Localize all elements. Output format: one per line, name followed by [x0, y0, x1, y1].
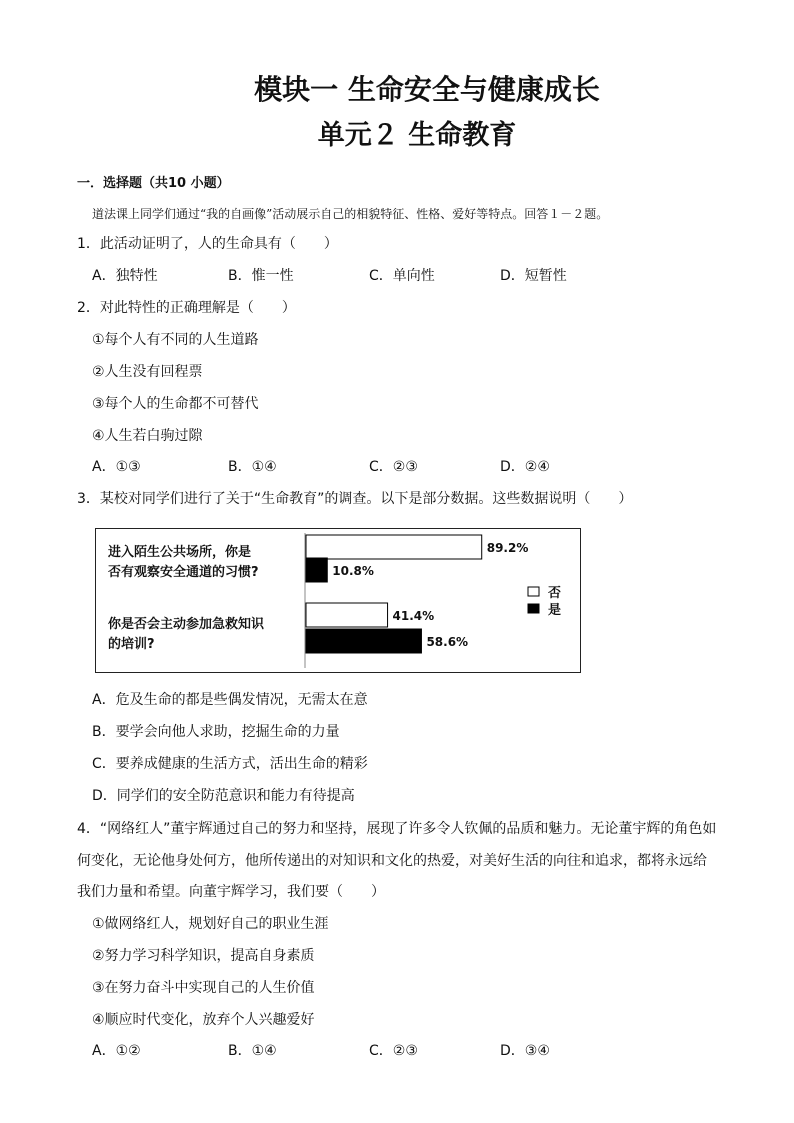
q2-item-1: ①每个人有不同的人生道路	[92, 332, 259, 348]
q3-option-b: B．要学会向他人求助，挖掘生命的力量	[92, 724, 340, 740]
q3-option-a: A．危及生命的都是些偶发情况，无需太在意	[92, 692, 368, 708]
q4-item-4: ④顺应时代变化，放弃个人兴趣爱好	[92, 1012, 315, 1028]
legend-label: 否	[548, 586, 562, 601]
q2-option-d: D．②④	[500, 459, 550, 475]
question-4-stem-line-2: 何变化，无论他身处何方，他所传递出的对知识和文化的热爱，对美好生活的向往和追求，都将永远给	[77, 853, 707, 869]
bar-value-label: 10.8%	[332, 564, 374, 578]
category-label: 的培训?	[108, 637, 155, 652]
q3-option-c: C．要养成健康的生活方式，活出生命的精彩	[92, 756, 368, 772]
q3-option-d: D．同学们的安全防范意识和能力有待提高	[92, 788, 355, 804]
q2-option-b: B．①④	[228, 459, 277, 475]
q4-item-3: ③在努力奋斗中实现自己的人生价值	[92, 980, 315, 996]
q1-option-c: C．单向性	[369, 268, 435, 284]
category-label: 否有观察安全通道的习惯?	[108, 565, 259, 580]
q2-option-c: C．②③	[369, 459, 418, 475]
category-label: 进入陌生公共场所，你是	[108, 545, 252, 560]
bar-yes	[306, 558, 327, 582]
q4-option-c: C．②③	[369, 1043, 418, 1059]
legend-label: 是	[548, 603, 562, 618]
survey-chart	[95, 528, 581, 673]
q2-item-3: ③每个人的生命都不可替代	[92, 396, 259, 412]
bar-no	[306, 535, 482, 559]
page-title: 模块一 生命安全与健康成长	[254, 73, 600, 106]
category-label: 你是否会主动参加急救知识	[108, 617, 265, 632]
question-2-stem: 2．对此特性的正确理解是（ ）	[77, 300, 296, 316]
q2-item-4: ④人生若白驹过隙	[92, 428, 203, 444]
question-3-stem: 3．某校对同学们进行了关于“生命教育”的调查。以下是部分数据。这些数据说明（ ）	[77, 491, 633, 507]
q4-option-b: B．①④	[228, 1043, 277, 1059]
intro-text: 道法课上同学们通过“我的自画像”活动展示自己的相貌特征、性格、爱好等特点。回答１－２题。	[92, 207, 609, 221]
legend-swatch	[528, 587, 539, 596]
bar-no	[306, 603, 388, 627]
q4-item-1: ①做网络红人，规划好自己的职业生涯	[92, 916, 329, 932]
question-4-stem-line-3: 我们力量和希望。向董宇辉学习，我们要（ ）	[77, 884, 385, 900]
q1-option-a: A．独特性	[92, 268, 158, 284]
q1-option-d: D．短暂性	[500, 268, 567, 284]
question-1-stem: 1．此活动证明了，人的生命具有（ ）	[77, 236, 338, 252]
q4-option-d: D．③④	[500, 1043, 550, 1059]
legend-swatch	[528, 604, 539, 613]
section-heading: 一．选择题（共10 小题）	[77, 176, 230, 191]
bar-value-label: 41.4%	[392, 609, 435, 623]
bar-yes	[306, 629, 421, 653]
bar-value-label: 89.2%	[486, 541, 529, 555]
page-subtitle: 单元２ 生命教育	[317, 120, 517, 151]
question-4-stem-line-1: 4．“网络红人”董宇辉通过自己的努力和坚持，展现了许多令人钦佩的品质和魅力。无论董宇辉的角色如	[77, 821, 717, 837]
bar-value-label: 58.6%	[426, 635, 469, 649]
q1-option-b: B．惟一性	[228, 268, 294, 284]
q2-option-a: A．①③	[92, 459, 141, 475]
q4-item-2: ②努力学习科学知识，提高自身素质	[92, 948, 315, 964]
q4-option-a: A．①②	[92, 1043, 141, 1059]
survey-bar-chart	[96, 529, 580, 672]
q2-item-2: ②人生没有回程票	[92, 364, 203, 380]
